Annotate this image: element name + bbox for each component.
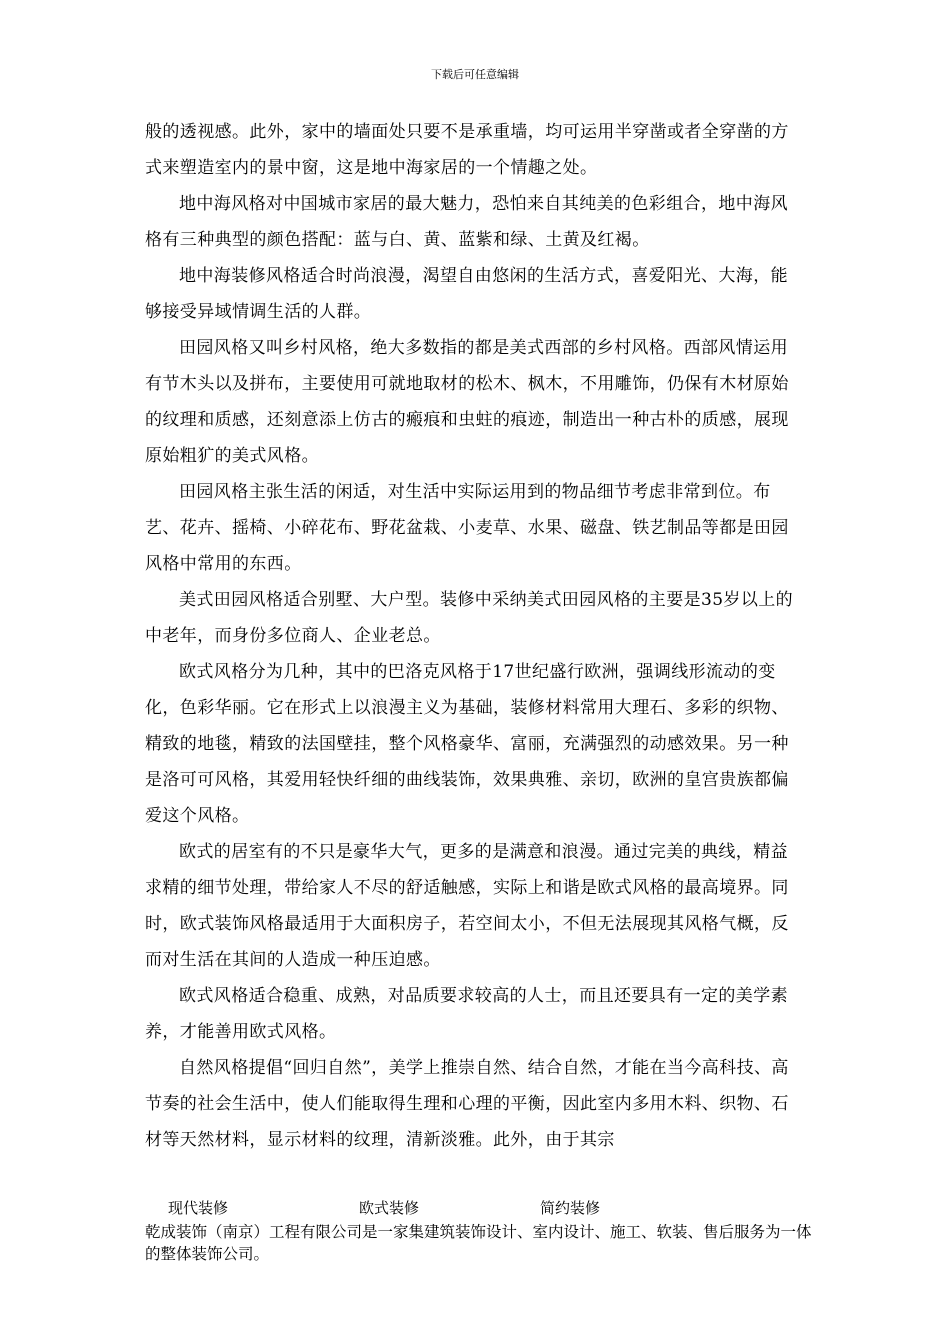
- page-header-note: 下载后可任意编辑: [431, 68, 519, 81]
- paragraph: 欧式风格适合稳重、成熟，对品质要求较高的人士，而且还要具有一定的美学素养，才能善用欧式风格。: [145, 986, 788, 1042]
- paragraph: 田园风格主张生活的闲适，对生活中实际运用到的物品细节考虑非常到位。布艺、花卉、摇椅、小碎花布、野花盆栽、小麦草、水果、磁盘、铁艺制品等都是田园风格中常用的东西。: [145, 482, 789, 574]
- footer-link-minimalist[interactable]: 简约装修: [540, 1199, 601, 1217]
- paragraph: 欧式的居室有的不只是豪华大气，更多的是满意和浪漫。通过完美的典线，精益求精的细节处理，带给家人不尽的舒适触感，实际上和谐是欧式风格的最高境界。同时，欧式装饰风格最适用于大面积房子，若空间太小，不但无法展现其风格气概，反而对生活在其间的人造成一种压迫感。: [145, 842, 789, 970]
- paragraph: 自然风格提倡“回归自然”，美学上推崇自然、结合自然，才能在当今高科技、高节奏的社会生活中，使人们能取得生理和心理的平衡，因此室内多用木料、织物、石材等天然材料，显示材料的纹理，清新淡雅。此外，由于其宗: [145, 1058, 789, 1150]
- paragraph: 欧式风格分为几种，其中的巴洛克风格于17世纪盛行欧洲，强调线形流动的变化，色彩华丽。它在形式上以浪漫主义为基础，装修材料常用大理石、多彩的织物、精致的地毯，精致的法国壁挂，整个风格豪华、富丽，充满强烈的动感效果。另一种是洛可可风格，其爱用轻快纤细的曲线装饰，效果典雅、亲切，欧洲的皇宫贵族都偏爱这个风格。: [145, 662, 789, 826]
- document-body: [145, 114, 805, 1158]
- footer-company-description: 乾成装饰（南京）工程有限公司是一家集建筑装饰设计、室内设计、施工、软装、售后服务为一体的整体装饰公司。: [145, 1223, 812, 1263]
- footer-link-modern[interactable]: 现代装修: [168, 1199, 229, 1217]
- paragraph: 地中海风格对中国城市家居的最大魅力，恐怕来自其纯美的色彩组合，地中海风格有三种典型的颜色搭配：蓝与白、黄、蓝紫和绿、土黄及红褐。: [145, 194, 788, 250]
- paragraph: 美式田园风格适合别墅、大户型。装修中采纳美式田园风格的主要是35岁以上的中老年，而身份多位商人、企业老总。: [145, 590, 794, 646]
- paragraph: 田园风格又叫乡村风格，绝大多数指的都是美式西部的乡村风格。西部风情运用有节木头以及拼布，主要使用可就地取材的松木、枫木，不用雕饰，仍保有木材原始的纹理和质感，还刻意添上仿古的瘢痕和虫蛀的痕迹，制造出一种古朴的质感，展现原始粗犷的美式风格。: [145, 338, 789, 466]
- paragraph: 地中海装修风格适合时尚浪漫，渴望自由悠闲的生活方式，喜爱阳光、大海，能够接受异域情调生活的人群。: [145, 266, 788, 322]
- paragraph: 般的透视感。此外，家中的墙面处只要不是承重墙，均可运用半穿凿或者全穿凿的方式来塑造室内的景中窗，这是地中海家居的一个情趣之处。: [145, 122, 789, 178]
- footer-link-european[interactable]: 欧式装修: [359, 1199, 420, 1217]
